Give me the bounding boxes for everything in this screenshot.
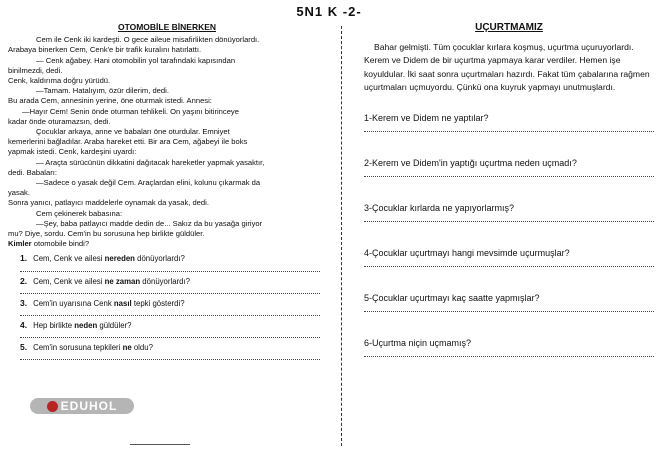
kimler-word: Kimler [8,239,32,249]
right-column [364,22,654,383]
left-story-title: OTOMOBİLE BİNERKEN [117,22,217,32]
logo-mark-icon [47,401,58,412]
logo-text: EDUHOL [60,399,118,413]
answer-line[interactable] [364,129,654,132]
story-line: Cenk, kaldırıma doğru yürüdü. [8,76,111,86]
story-line: binilmezdi, dedi. [8,65,63,75]
question-number: 1. [20,253,28,264]
question-keyword: ne [122,343,132,353]
question-keyword: neden [74,321,98,331]
right-question: 3-Çocuklar kırlarda ne yapıyorlarmış? [364,202,515,213]
story-line: Sonra yanıcı, patlayıcı maddelerle oynamak da yasak, dedi. [8,198,209,208]
answer-line[interactable] [364,264,654,267]
story-line: — Cenk ağabey. Hani otomobilin yol tarafındaki kapısından [36,55,236,65]
right-story-text: Bahar gelmişti. Tüm çocuklar kırlara koşmuş, uçurtma uçuruyorlardı. Kerem ve Didem de bir uçurtma yapmaya karar verdiler. Hemen işe koyuldular. İki saat sonra uçurtmaları hazırdı. Fakat tüm çabalarına rağmen uçurtmaları uçmuyordu. Çünkü ona kuyruk yapmayı unutmuşlardı. [364,42,650,93]
right-question-block [364,158,654,177]
right-question: 6-Uçurtma niçin uçmamış? [364,337,472,348]
story-line: —Hayır Cem! Senin önde oturman tehlikeli. On yaşını bitirinceye [22,106,239,116]
left-questions [8,253,326,360]
right-question-block [364,338,654,357]
story-line: kadar önde oturamazsın, dedi. [8,116,111,126]
right-questions [364,113,654,357]
story-line: — Araçta sürücünün dikkatini dağıtacak hareketler yapmak yasaktır, [36,157,265,167]
left-question [20,298,326,309]
eduhol-logo [30,398,134,414]
question-text: güldüler? [97,321,132,331]
right-question-block [364,248,654,267]
left-column [8,22,326,360]
right-question-block [364,113,654,132]
question-text: oldu? [131,343,153,353]
story-line: Cem çekinerek babasına: [36,208,123,218]
question-text: Cem'in uyarısına Cenk [33,298,114,308]
right-question-block [364,293,654,312]
story-line: —Şey, baba patlayıcı madde dedin de... Sakız da bu yasağa giriyor [36,218,263,228]
right-question: 1-Kerem ve Didem ne yaptılar? [364,112,489,123]
answer-line[interactable] [364,174,654,177]
worksheet-header: 5N1 K -2- [296,4,362,19]
question-text: Cem, Cenk ve ailesi [33,276,105,286]
left-story-text [8,35,326,239]
story-line: —Tamam. Hatalıyım, özür dilerim, dedi. [36,86,169,96]
question-keyword: nasıl [113,298,132,308]
answer-line[interactable] [364,219,654,222]
answer-line[interactable] [20,287,320,294]
kimler-rest: otomobile bindi? [31,239,90,249]
answer-line[interactable] [20,309,320,316]
question-text: tepki gösterdi? [131,298,185,308]
column-divider [341,26,342,446]
right-question-block [364,203,654,222]
left-question [20,320,326,331]
story-line: mu? Diye, sordu. Cem'in bu sorusuna hep birlikte güldüler. [8,229,205,239]
story-line: Çocuklar arkaya, anne ve babaları öne oturdular. Emniyet [36,127,230,137]
question-text: dönüyorlardı? [140,276,190,286]
right-story-title: UÇURTMAMIZ [475,22,543,33]
story-line: Cem ile Cenk iki kardeşti. O gece aileue misafirlikten dönüyorlardı. [36,35,260,45]
story-line: Bu arada Cem, annesinin yerine, öne oturmak istedi. Annesi: [8,96,212,106]
story-line: —Sadece o yasak değil Cem. Araçlardan elini, kolunu çıkarmak da [36,178,261,188]
left-question [20,276,326,287]
right-question: 5-Çocuklar uçurtmayı kaç saatte yapmışlar? [364,292,540,303]
question-keyword: ne zaman [104,276,141,286]
right-question: 4-Çocuklar uçurtmayı hangi mevsimde uçurmuşlar? [364,247,570,258]
answer-line[interactable] [20,331,320,338]
left-question [20,253,326,264]
story-line: kemerlerini bağladılar. Araba hareket etti. Bir ara Cem, ağabeyi ile boks [8,137,248,147]
story-line: yasak. [8,188,30,198]
story-line: dedi. Babaları: [8,167,57,177]
question-number: 4. [20,320,28,331]
question-number: 2. [20,275,28,286]
question-number: 5. [20,342,28,353]
kimler-question [8,239,326,249]
question-text: dönüyorlardı? [134,254,185,264]
answer-line[interactable] [20,265,320,272]
question-keyword: nereden [104,254,135,264]
bottom-rule [130,444,190,445]
answer-line[interactable] [364,354,654,357]
answer-line[interactable] [364,309,654,312]
question-text: Hep birlikte [33,321,75,331]
story-line: Arabaya binerken Cem, Cenk'e bir trafik kuralını hatırlattı. [8,45,202,55]
story-line: yapmak istedi. Cenk, kardeşini uyardı: [8,147,137,157]
question-number: 3. [20,297,28,308]
question-text: Cem, Cenk ve ailesi [33,254,105,264]
left-question [20,342,326,353]
right-question: 2-Kerem ve Didem'in yaptığı uçurtma neden uçmadı? [364,157,577,168]
answer-line[interactable] [20,353,320,360]
question-text: Cem'in sorusuna tepkileri [33,343,123,353]
